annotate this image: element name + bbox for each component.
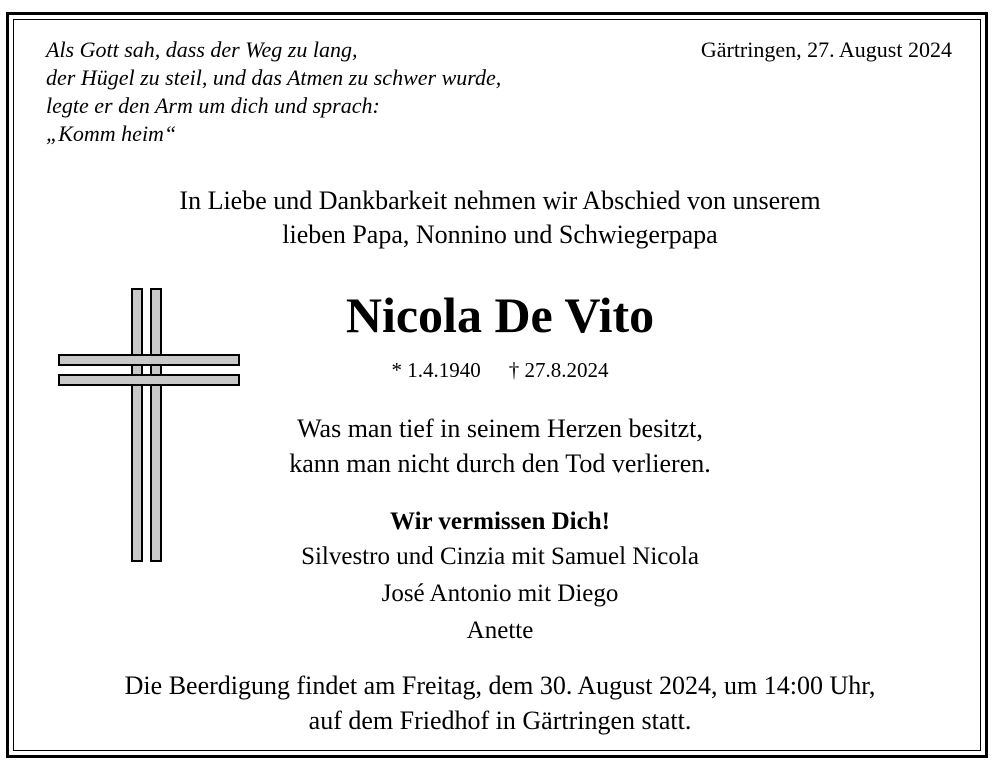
intro-text — [0, 184, 1000, 252]
intro-line: In Liebe und Dankbarkeit nehmen wir Abschied von unserem — [179, 186, 821, 215]
quote-line: kann man nicht durch den Tod verlieren. — [289, 449, 711, 478]
mourner-name: Silvestro und Cinzia mit Samuel Nicola — [301, 543, 699, 570]
poem-line: Als Gott sah, dass der Weg zu lang, — [46, 37, 358, 62]
mourner-name: José Antonio mit Diego — [381, 580, 619, 607]
birth-date: * 1.4.1940 — [391, 358, 481, 382]
life-dates — [0, 356, 1000, 384]
mourner-name: Anette — [466, 617, 534, 644]
funeral-line: auf dem Friedhof in Gärtringen statt. — [308, 706, 692, 735]
poem-line: „Komm heim“ — [46, 121, 177, 146]
quote-line: Was man tief in seinem Herzen besitzt, — [297, 414, 703, 443]
poem-line: legte er den Arm um dich und sprach: — [46, 93, 380, 118]
poem-line: der Hügel zu steil, und das Atmen zu schwer wurde, — [46, 65, 502, 90]
memorial-quote — [0, 411, 1000, 481]
deceased-name: Nicola De Vito — [345, 287, 655, 343]
mourners-heading: Wir vermissen Dich! — [390, 508, 610, 535]
funeral-notice — [0, 668, 1000, 738]
poem — [46, 36, 501, 148]
death-date: † 27.8.2024 — [508, 358, 609, 382]
place-date: Gärtringen, 27. August 2024 — [700, 37, 952, 62]
funeral-line: Die Beerdigung findet am Freitag, dem 30. August 2024, um 14:00 Uhr, — [124, 671, 876, 700]
intro-line: lieben Papa, Nonnino und Schwiegerpapa — [282, 220, 718, 249]
mourners-list — [0, 538, 1000, 649]
